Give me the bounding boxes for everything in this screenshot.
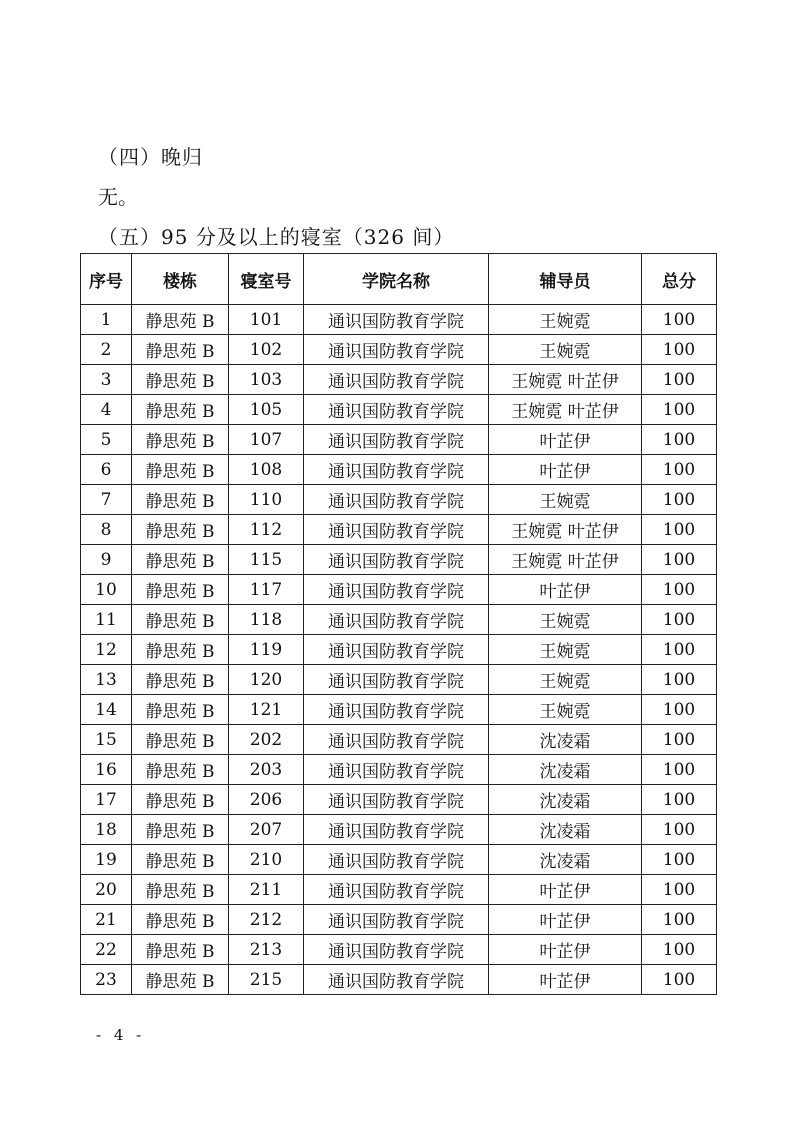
header-building: 楼栋 — [132, 254, 229, 305]
cell-index: 13 — [81, 665, 132, 695]
cell-college: 通识国防教育学院 — [304, 815, 489, 845]
cell-counselor: 王婉霓 — [489, 605, 642, 635]
cell-building: 静思苑 B — [132, 425, 229, 455]
cell-building: 静思苑 B — [132, 965, 229, 995]
section-heading-late-return: （四）晚归 — [98, 145, 203, 169]
header-college: 学院名称 — [304, 254, 489, 305]
table-row — [81, 665, 717, 695]
table-row — [81, 875, 717, 905]
cell-index: 12 — [81, 635, 132, 665]
cell-college: 通识国防教育学院 — [304, 935, 489, 965]
cell-college: 通识国防教育学院 — [304, 515, 489, 545]
cell-index: 21 — [81, 905, 132, 935]
table-row — [81, 305, 717, 335]
cell-college: 通识国防教育学院 — [304, 845, 489, 875]
cell-counselor: 王婉霓 叶芷伊 — [489, 545, 642, 575]
cell-index: 19 — [81, 845, 132, 875]
cell-room: 102 — [229, 335, 304, 365]
cell-college: 通识国防教育学院 — [304, 395, 489, 425]
cell-counselor: 王婉霓 — [489, 695, 642, 725]
section-heading-high-score-dorms: （五）95 分及以上的寝室（326 间） — [98, 225, 455, 249]
cell-college: 通识国防教育学院 — [304, 335, 489, 365]
cell-score: 100 — [642, 935, 717, 965]
cell-college: 通识国防教育学院 — [304, 545, 489, 575]
cell-index: 7 — [81, 485, 132, 515]
cell-score: 100 — [642, 545, 717, 575]
cell-index: 1 — [81, 305, 132, 335]
cell-room: 211 — [229, 875, 304, 905]
cell-counselor: 叶芷伊 — [489, 935, 642, 965]
table-row — [81, 515, 717, 545]
cell-room: 203 — [229, 755, 304, 785]
cell-score: 100 — [642, 665, 717, 695]
table-row — [81, 935, 717, 965]
cell-college: 通识国防教育学院 — [304, 785, 489, 815]
cell-room: 103 — [229, 365, 304, 395]
cell-score: 100 — [642, 305, 717, 335]
cell-score: 100 — [642, 755, 717, 785]
cell-score: 100 — [642, 605, 717, 635]
cell-score: 100 — [642, 335, 717, 365]
cell-building: 静思苑 B — [132, 725, 229, 755]
cell-building: 静思苑 B — [132, 365, 229, 395]
cell-counselor: 王婉霓 — [489, 335, 642, 365]
cell-counselor: 沈凌霜 — [489, 815, 642, 845]
cell-room: 101 — [229, 305, 304, 335]
cell-room: 206 — [229, 785, 304, 815]
table-row — [81, 335, 717, 365]
cell-building: 静思苑 B — [132, 665, 229, 695]
cell-score: 100 — [642, 785, 717, 815]
cell-index: 17 — [81, 785, 132, 815]
cell-building: 静思苑 B — [132, 305, 229, 335]
cell-building: 静思苑 B — [132, 845, 229, 875]
header-index: 序号 — [81, 254, 132, 305]
header-counselor: 辅导员 — [489, 254, 642, 305]
cell-score: 100 — [642, 485, 717, 515]
table-row — [81, 455, 717, 485]
cell-index: 16 — [81, 755, 132, 785]
cell-counselor: 王婉霓 叶芷伊 — [489, 395, 642, 425]
cell-college: 通识国防教育学院 — [304, 485, 489, 515]
cell-counselor: 王婉霓 叶芷伊 — [489, 365, 642, 395]
table-row — [81, 815, 717, 845]
cell-counselor: 沈凌霜 — [489, 845, 642, 875]
cell-counselor: 王婉霓 — [489, 635, 642, 665]
cell-score: 100 — [642, 725, 717, 755]
cell-room: 212 — [229, 905, 304, 935]
cell-index: 9 — [81, 545, 132, 575]
table-row — [81, 725, 717, 755]
table-row — [81, 845, 717, 875]
cell-college: 通识国防教育学院 — [304, 965, 489, 995]
cell-score: 100 — [642, 875, 717, 905]
cell-college: 通识国防教育学院 — [304, 695, 489, 725]
cell-index: 3 — [81, 365, 132, 395]
table-header-row — [81, 254, 717, 305]
cell-college: 通识国防教育学院 — [304, 425, 489, 455]
cell-college: 通识国防教育学院 — [304, 575, 489, 605]
cell-score: 100 — [642, 455, 717, 485]
table-row — [81, 605, 717, 635]
cell-room: 207 — [229, 815, 304, 845]
cell-room: 110 — [229, 485, 304, 515]
cell-building: 静思苑 B — [132, 395, 229, 425]
cell-score: 100 — [642, 365, 717, 395]
cell-index: 4 — [81, 395, 132, 425]
table-row — [81, 485, 717, 515]
cell-score: 100 — [642, 395, 717, 425]
cell-score: 100 — [642, 635, 717, 665]
cell-index: 11 — [81, 605, 132, 635]
table-row — [81, 695, 717, 725]
cell-building: 静思苑 B — [132, 875, 229, 905]
cell-college: 通识国防教育学院 — [304, 665, 489, 695]
cell-college: 通识国防教育学院 — [304, 305, 489, 335]
cell-index: 14 — [81, 695, 132, 725]
cell-counselor: 沈凌霜 — [489, 725, 642, 755]
cell-room: 108 — [229, 455, 304, 485]
cell-college: 通识国防教育学院 — [304, 635, 489, 665]
cell-counselor: 叶芷伊 — [489, 965, 642, 995]
table-row — [81, 755, 717, 785]
cell-index: 15 — [81, 725, 132, 755]
cell-room: 119 — [229, 635, 304, 665]
cell-counselor: 叶芷伊 — [489, 425, 642, 455]
header-score: 总分 — [642, 254, 717, 305]
cell-counselor: 王婉霓 叶芷伊 — [489, 515, 642, 545]
cell-building: 静思苑 B — [132, 575, 229, 605]
cell-counselor: 王婉霓 — [489, 485, 642, 515]
cell-index: 10 — [81, 575, 132, 605]
cell-room: 202 — [229, 725, 304, 755]
cell-room: 107 — [229, 425, 304, 455]
cell-counselor: 王婉霓 — [489, 665, 642, 695]
table-body — [81, 305, 717, 995]
cell-college: 通识国防教育学院 — [304, 875, 489, 905]
cell-room: 215 — [229, 965, 304, 995]
cell-score: 100 — [642, 515, 717, 545]
table-row — [81, 965, 717, 995]
cell-building: 静思苑 B — [132, 755, 229, 785]
table-row — [81, 575, 717, 605]
cell-score: 100 — [642, 575, 717, 605]
cell-room: 117 — [229, 575, 304, 605]
cell-building: 静思苑 B — [132, 605, 229, 635]
header-room: 寝室号 — [229, 254, 304, 305]
cell-college: 通识国防教育学院 — [304, 905, 489, 935]
cell-college: 通识国防教育学院 — [304, 455, 489, 485]
cell-index: 2 — [81, 335, 132, 365]
cell-index: 22 — [81, 935, 132, 965]
table-row — [81, 905, 717, 935]
table-row — [81, 395, 717, 425]
cell-counselor: 叶芷伊 — [489, 905, 642, 935]
table-row — [81, 425, 717, 455]
cell-counselor: 叶芷伊 — [489, 575, 642, 605]
cell-building: 静思苑 B — [132, 545, 229, 575]
cell-score: 100 — [642, 815, 717, 845]
table-row — [81, 545, 717, 575]
cell-room: 105 — [229, 395, 304, 425]
cell-score: 100 — [642, 425, 717, 455]
cell-college: 通识国防教育学院 — [304, 365, 489, 395]
cell-building: 静思苑 B — [132, 785, 229, 815]
cell-counselor: 沈凌霜 — [489, 755, 642, 785]
cell-building: 静思苑 B — [132, 335, 229, 365]
cell-index: 18 — [81, 815, 132, 845]
cell-counselor: 叶芷伊 — [489, 455, 642, 485]
cell-room: 115 — [229, 545, 304, 575]
cell-building: 静思苑 B — [132, 515, 229, 545]
cell-score: 100 — [642, 905, 717, 935]
table-row — [81, 785, 717, 815]
cell-counselor: 叶芷伊 — [489, 875, 642, 905]
cell-college: 通识国防教育学院 — [304, 605, 489, 635]
cell-index: 20 — [81, 875, 132, 905]
cell-index: 5 — [81, 425, 132, 455]
cell-score: 100 — [642, 695, 717, 725]
cell-building: 静思苑 B — [132, 815, 229, 845]
cell-building: 静思苑 B — [132, 485, 229, 515]
cell-room: 118 — [229, 605, 304, 635]
cell-index: 23 — [81, 965, 132, 995]
table-row — [81, 365, 717, 395]
cell-room: 210 — [229, 845, 304, 875]
cell-index: 6 — [81, 455, 132, 485]
cell-building: 静思苑 B — [132, 695, 229, 725]
dorm-score-table — [80, 253, 717, 995]
page-number: - 4 - — [96, 1026, 146, 1044]
cell-building: 静思苑 B — [132, 905, 229, 935]
cell-score: 100 — [642, 965, 717, 995]
cell-building: 静思苑 B — [132, 455, 229, 485]
cell-room: 112 — [229, 515, 304, 545]
cell-counselor: 沈凌霜 — [489, 785, 642, 815]
cell-room: 213 — [229, 935, 304, 965]
cell-building: 静思苑 B — [132, 935, 229, 965]
cell-room: 120 — [229, 665, 304, 695]
cell-college: 通识国防教育学院 — [304, 755, 489, 785]
cell-score: 100 — [642, 845, 717, 875]
cell-index: 8 — [81, 515, 132, 545]
cell-counselor: 王婉霓 — [489, 305, 642, 335]
cell-building: 静思苑 B — [132, 635, 229, 665]
cell-college: 通识国防教育学院 — [304, 725, 489, 755]
cell-room: 121 — [229, 695, 304, 725]
table-row — [81, 635, 717, 665]
section-body-none: 无。 — [98, 185, 138, 209]
